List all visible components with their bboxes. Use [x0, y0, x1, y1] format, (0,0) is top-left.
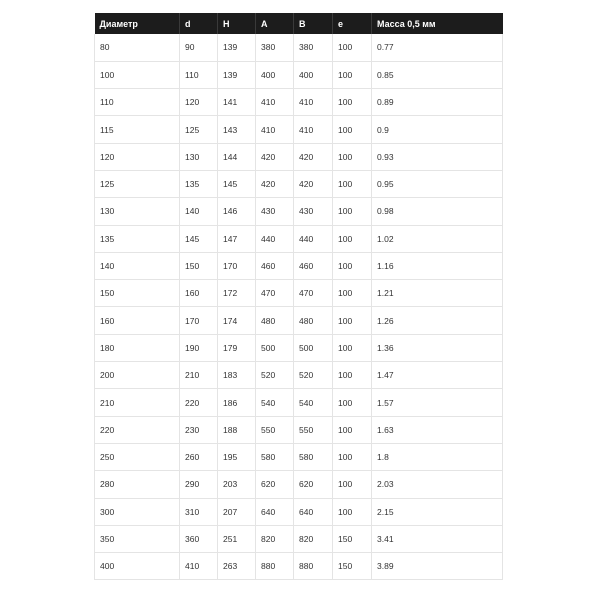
table-row — [95, 471, 503, 498]
cell-mass: 1.02 — [372, 225, 503, 252]
cell-h: 207 — [218, 498, 256, 525]
cell-e: 100 — [333, 252, 372, 279]
cell-h: 146 — [218, 198, 256, 225]
cell-mass: 2.03 — [372, 471, 503, 498]
cell-b: 440 — [294, 225, 333, 252]
table-row — [95, 116, 503, 143]
cell-a: 620 — [256, 471, 294, 498]
cell-e: 100 — [333, 362, 372, 389]
cell-diameter: 150 — [95, 280, 180, 307]
cell-b: 880 — [294, 553, 333, 580]
table-row — [95, 89, 503, 116]
table-row — [95, 443, 503, 470]
cell-b: 430 — [294, 198, 333, 225]
cell-a: 640 — [256, 498, 294, 525]
cell-b: 640 — [294, 498, 333, 525]
cell-a: 380 — [256, 34, 294, 61]
cell-diameter: 280 — [95, 471, 180, 498]
cell-b: 470 — [294, 280, 333, 307]
cell-mass: 0.9 — [372, 116, 503, 143]
cell-d: 160 — [180, 280, 218, 307]
cell-b: 410 — [294, 116, 333, 143]
cell-d: 90 — [180, 34, 218, 61]
cell-h: 139 — [218, 61, 256, 88]
cell-h: 170 — [218, 252, 256, 279]
cell-e: 100 — [333, 170, 372, 197]
cell-diameter: 80 — [95, 34, 180, 61]
table-row — [95, 198, 503, 225]
cell-e: 100 — [333, 61, 372, 88]
cell-b: 420 — [294, 170, 333, 197]
cell-diameter: 140 — [95, 252, 180, 279]
cell-diameter: 125 — [95, 170, 180, 197]
cell-a: 470 — [256, 280, 294, 307]
cell-mass: 1.21 — [372, 280, 503, 307]
cell-e: 100 — [333, 443, 372, 470]
cell-d: 310 — [180, 498, 218, 525]
cell-a: 820 — [256, 525, 294, 552]
table-row — [95, 170, 503, 197]
cell-diameter: 250 — [95, 443, 180, 470]
cell-d: 130 — [180, 143, 218, 170]
cell-b: 820 — [294, 525, 333, 552]
cell-h: 251 — [218, 525, 256, 552]
header-mass: Масса 0,5 мм — [377, 18, 436, 29]
cell-d: 120 — [180, 89, 218, 116]
table-header — [95, 13, 503, 34]
cell-diameter: 120 — [95, 143, 180, 170]
cell-e: 100 — [333, 89, 372, 116]
header-d: d — [180, 13, 218, 34]
cell-b: 380 — [294, 34, 333, 61]
cell-d: 110 — [180, 61, 218, 88]
cell-a: 430 — [256, 198, 294, 225]
cell-mass: 1.8 — [372, 443, 503, 470]
table-row — [95, 252, 503, 279]
cell-a: 400 — [256, 61, 294, 88]
cell-mass: 0.85 — [372, 61, 503, 88]
cell-e: 100 — [333, 116, 372, 143]
cell-b: 400 — [294, 61, 333, 88]
cell-h: 139 — [218, 34, 256, 61]
cell-diameter: 110 — [95, 89, 180, 116]
cell-a: 880 — [256, 553, 294, 580]
cell-a: 420 — [256, 170, 294, 197]
cell-b: 540 — [294, 389, 333, 416]
cell-a: 420 — [256, 143, 294, 170]
table-row — [95, 61, 503, 88]
header-b: B — [294, 13, 333, 34]
cell-diameter: 135 — [95, 225, 180, 252]
cell-diameter: 300 — [95, 498, 180, 525]
cell-diameter: 130 — [95, 198, 180, 225]
cell-d: 140 — [180, 198, 218, 225]
cell-d: 360 — [180, 525, 218, 552]
cell-a: 440 — [256, 225, 294, 252]
cell-e: 150 — [333, 553, 372, 580]
cell-mass: 1.16 — [372, 252, 503, 279]
cell-diameter: 160 — [95, 307, 180, 334]
cell-e: 100 — [333, 280, 372, 307]
header-diameter: Диаметр — [95, 13, 180, 34]
cell-mass: 1.26 — [372, 307, 503, 334]
cell-h: 263 — [218, 553, 256, 580]
cell-diameter: 350 — [95, 525, 180, 552]
cell-d: 210 — [180, 362, 218, 389]
cell-h: 147 — [218, 225, 256, 252]
cell-h: 145 — [218, 170, 256, 197]
cell-e: 100 — [333, 389, 372, 416]
cell-d: 150 — [180, 252, 218, 279]
cell-h: 179 — [218, 334, 256, 361]
cell-a: 410 — [256, 89, 294, 116]
table-body — [95, 34, 503, 580]
table-row — [95, 34, 503, 61]
cell-mass: 0.93 — [372, 143, 503, 170]
cell-d: 170 — [180, 307, 218, 334]
cell-h: 143 — [218, 116, 256, 143]
cell-e: 100 — [333, 34, 372, 61]
table-row — [95, 225, 503, 252]
cell-d: 145 — [180, 225, 218, 252]
cell-diameter: 200 — [95, 362, 180, 389]
cell-diameter: 220 — [95, 416, 180, 443]
cell-mass: 0.95 — [372, 170, 503, 197]
cell-a: 540 — [256, 389, 294, 416]
cell-e: 100 — [333, 225, 372, 252]
cell-b: 480 — [294, 307, 333, 334]
table-row — [95, 334, 503, 361]
cell-diameter: 100 — [95, 61, 180, 88]
table-row — [95, 307, 503, 334]
table-row — [95, 362, 503, 389]
cell-d: 220 — [180, 389, 218, 416]
cell-e: 100 — [333, 498, 372, 525]
header-a: A — [256, 13, 294, 34]
cell-d: 135 — [180, 170, 218, 197]
cell-mass: 0.77 — [372, 34, 503, 61]
table-row — [95, 498, 503, 525]
cell-b: 500 — [294, 334, 333, 361]
cell-a: 500 — [256, 334, 294, 361]
cell-b: 620 — [294, 471, 333, 498]
cell-h: 186 — [218, 389, 256, 416]
header-e: e — [333, 13, 372, 34]
cell-mass: 3.89 — [372, 553, 503, 580]
cell-mass: 3.41 — [372, 525, 503, 552]
cell-h: 144 — [218, 143, 256, 170]
table-row — [95, 553, 503, 580]
cell-d: 230 — [180, 416, 218, 443]
cell-a: 460 — [256, 252, 294, 279]
cell-e: 100 — [333, 198, 372, 225]
cell-e: 100 — [333, 334, 372, 361]
table-row — [95, 525, 503, 552]
table-row — [95, 416, 503, 443]
cell-b: 460 — [294, 252, 333, 279]
cell-diameter: 400 — [95, 553, 180, 580]
cell-h: 203 — [218, 471, 256, 498]
cell-h: 141 — [218, 89, 256, 116]
cell-b: 580 — [294, 443, 333, 470]
cell-mass: 2.15 — [372, 498, 503, 525]
cell-mass: 1.63 — [372, 416, 503, 443]
cell-mass: 1.57 — [372, 389, 503, 416]
header-h: H — [218, 13, 256, 34]
cell-e: 100 — [333, 416, 372, 443]
cell-mass: 1.47 — [372, 362, 503, 389]
header-row — [95, 13, 503, 34]
cell-diameter: 180 — [95, 334, 180, 361]
cell-d: 410 — [180, 553, 218, 580]
cell-a: 550 — [256, 416, 294, 443]
dimensions-table-container — [94, 13, 502, 580]
cell-a: 410 — [256, 116, 294, 143]
cell-b: 420 — [294, 143, 333, 170]
cell-diameter: 115 — [95, 116, 180, 143]
table-row — [95, 280, 503, 307]
cell-h: 172 — [218, 280, 256, 307]
cell-h: 188 — [218, 416, 256, 443]
cell-h: 174 — [218, 307, 256, 334]
cell-e: 100 — [333, 143, 372, 170]
cell-mass: 1.36 — [372, 334, 503, 361]
cell-d: 125 — [180, 116, 218, 143]
cell-h: 183 — [218, 362, 256, 389]
cell-diameter: 210 — [95, 389, 180, 416]
cell-b: 520 — [294, 362, 333, 389]
cell-a: 520 — [256, 362, 294, 389]
cell-d: 190 — [180, 334, 218, 361]
cell-h: 195 — [218, 443, 256, 470]
table-row — [95, 389, 503, 416]
cell-e: 100 — [333, 471, 372, 498]
cell-mass: 0.89 — [372, 89, 503, 116]
cell-e: 150 — [333, 525, 372, 552]
cell-b: 410 — [294, 89, 333, 116]
cell-d: 260 — [180, 443, 218, 470]
cell-b: 550 — [294, 416, 333, 443]
cell-d: 290 — [180, 471, 218, 498]
cell-a: 580 — [256, 443, 294, 470]
cell-e: 100 — [333, 307, 372, 334]
cell-mass: 0.98 — [372, 198, 503, 225]
dimensions-table — [94, 13, 503, 580]
table-row — [95, 143, 503, 170]
cell-a: 480 — [256, 307, 294, 334]
